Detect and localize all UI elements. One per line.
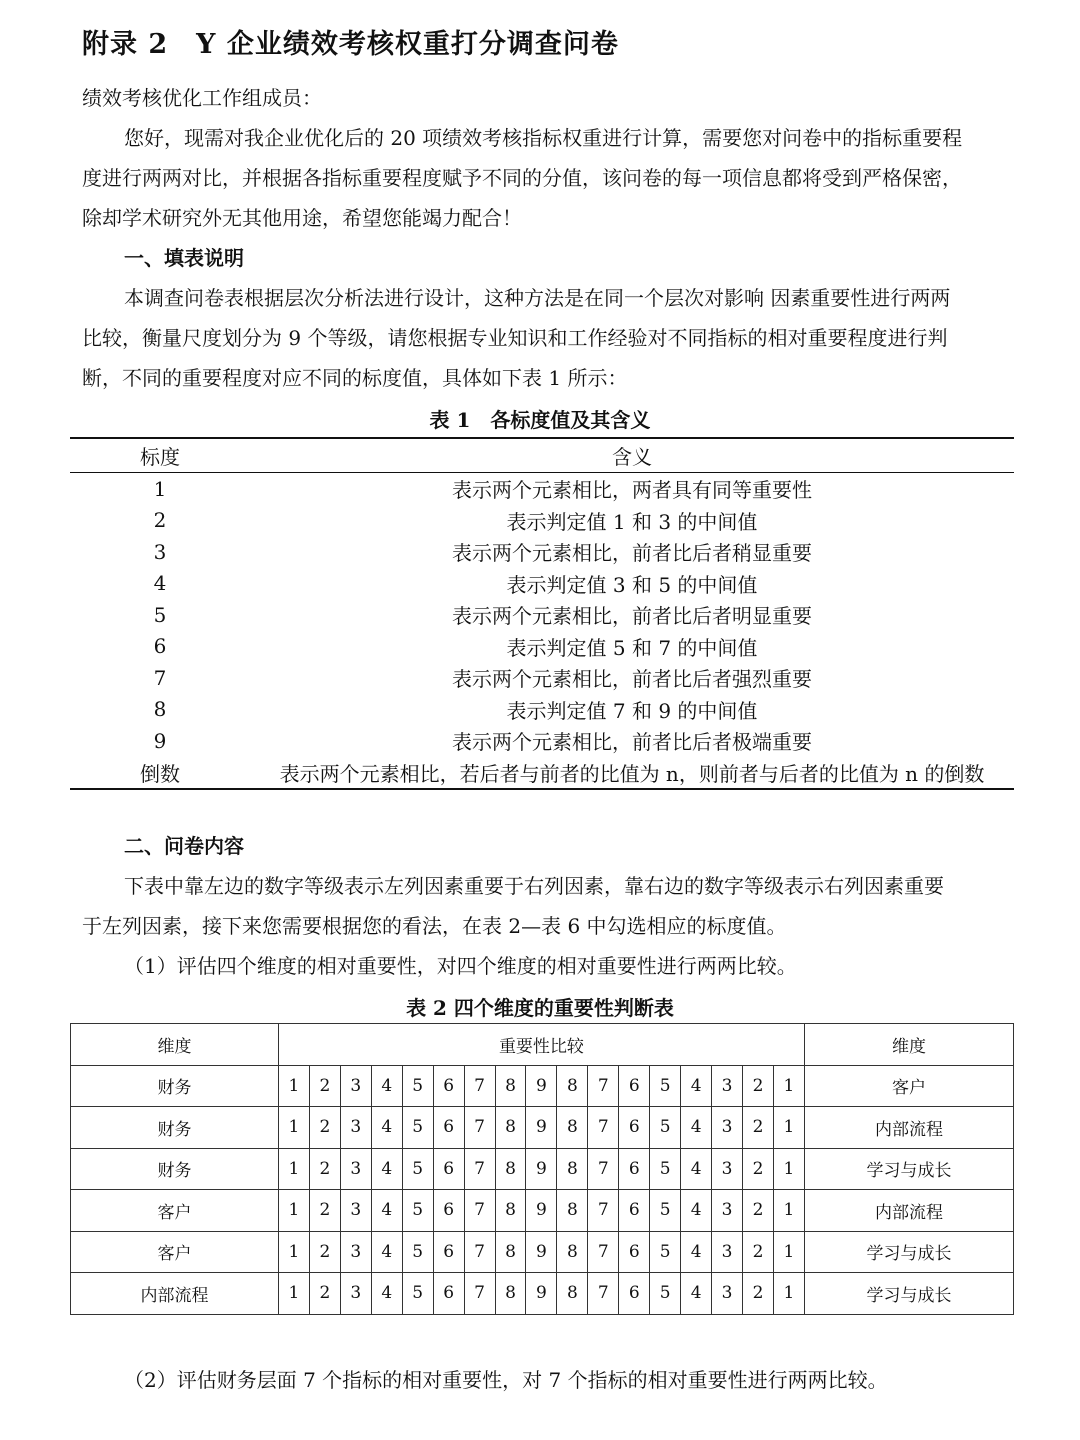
table-row — [70, 599, 1014, 631]
scale-option-cell[interactable]: 4 — [371, 1190, 402, 1232]
column-header-scale: 标度 — [70, 438, 250, 473]
scale-option-cell[interactable]: 2 — [743, 1107, 774, 1149]
scale-option-cell[interactable]: 6 — [619, 1190, 650, 1232]
scale-option-cell[interactable]: 7 — [464, 1148, 495, 1190]
scale-option-cell[interactable]: 4 — [371, 1065, 402, 1107]
scale-option-cell[interactable]: 3 — [712, 1231, 743, 1273]
meaning-cell: 表示两个元素相比，前者比后者稍显重要 — [452, 541, 812, 566]
scale-option-cell[interactable]: 3 — [340, 1273, 371, 1315]
table-header-row — [71, 1024, 1014, 1066]
scale-option-cell[interactable]: 9 — [526, 1273, 557, 1315]
dimension-comparison-table — [70, 1023, 1014, 1315]
left-dimension-cell: 财务 — [71, 1065, 279, 1107]
scale-option-cell[interactable]: 8 — [557, 1065, 588, 1107]
scale-option-cell[interactable]: 7 — [464, 1190, 495, 1232]
scale-option-cell[interactable]: 4 — [681, 1065, 712, 1107]
scale-option-cell[interactable]: 2 — [743, 1148, 774, 1190]
meaning-cell: 表示判定值 5 和 7 的中间值 — [506, 635, 758, 660]
table2-caption: 表 2 四个维度的重要性判断表 — [406, 996, 674, 1020]
table-row — [70, 473, 1014, 505]
meaning-cell: 表示两个元素相比，前者比后者强烈重要 — [452, 667, 812, 692]
scale-option-cell[interactable]: 4 — [371, 1148, 402, 1190]
scale-option-cell[interactable]: 5 — [402, 1065, 433, 1107]
table-row — [71, 1148, 1014, 1190]
scale-option-cell[interactable]: 5 — [402, 1190, 433, 1232]
scale-option-cell[interactable]: 1 — [278, 1148, 309, 1190]
scale-option-cell[interactable]: 3 — [712, 1148, 743, 1190]
meaning-cell: 表示两个元素相比，两者具有同等重要性 — [452, 478, 812, 503]
table-row — [70, 725, 1014, 757]
scale-option-cell[interactable]: 1 — [773, 1065, 804, 1107]
section2-item-2: （2）评估财务层面 7 个指标的相对重要性，对 7 个指标的相对重要性进行两两比较。 — [124, 1368, 888, 1392]
section1-line-1: 本调查问卷表根据层次分析法进行设计，这种方法是在同一个层次对影响 因素重要性进行两两 — [124, 286, 951, 310]
scale-option-cell[interactable]: 6 — [619, 1107, 650, 1149]
scale-option-cell[interactable]: 7 — [464, 1065, 495, 1107]
table-row — [70, 694, 1014, 726]
intro-line-2: 度进行两两对比，并根据各指标重要程度赋予不同的分值，该问卷的每一项信息都将受到严格保密， — [82, 166, 962, 190]
scale-option-cell[interactable]: 9 — [526, 1107, 557, 1149]
scale-option-cell[interactable]: 2 — [309, 1273, 340, 1315]
scale-option-cell[interactable]: 3 — [340, 1148, 371, 1190]
scale-option-cell[interactable]: 5 — [650, 1190, 681, 1232]
right-dimension-cell: 学习与成长 — [804, 1231, 1013, 1273]
scale-option-cell[interactable]: 6 — [619, 1231, 650, 1273]
column-header-meaning: 含义 — [250, 438, 1014, 473]
table-header-row — [70, 438, 1014, 473]
left-dimension-cell: 客户 — [71, 1190, 279, 1232]
column-header-left-dimension: 维度 — [71, 1024, 279, 1066]
scale-option-cell[interactable]: 1 — [773, 1107, 804, 1149]
section2-line-1: 下表中靠左边的数字等级表示左列因素重要于右列因素，靠右边的数字等级表示右列因素重要 — [124, 874, 944, 898]
scale-option-cell[interactable]: 2 — [743, 1231, 774, 1273]
table-row — [70, 505, 1014, 537]
scale-option-cell[interactable]: 8 — [557, 1190, 588, 1232]
left-dimension-cell: 内部流程 — [71, 1273, 279, 1315]
section1-heading: 一、填表说明 — [124, 246, 244, 270]
scale-option-cell[interactable]: 5 — [650, 1273, 681, 1315]
right-dimension-cell: 内部流程 — [804, 1190, 1013, 1232]
meaning-cell: 表示判定值 1 和 3 的中间值 — [506, 509, 758, 534]
scale-option-cell[interactable]: 3 — [340, 1107, 371, 1149]
scale-option-cell[interactable]: 7 — [464, 1273, 495, 1315]
scale-option-cell[interactable]: 2 — [309, 1107, 340, 1149]
scale-option-cell[interactable]: 7 — [464, 1107, 495, 1149]
scale-option-cell[interactable]: 2 — [743, 1065, 774, 1107]
scale-option-cell[interactable]: 1 — [773, 1148, 804, 1190]
scale-option-cell[interactable]: 8 — [495, 1065, 526, 1107]
scale-option-cell[interactable]: 7 — [588, 1065, 619, 1107]
scale-option-cell[interactable]: 3 — [340, 1231, 371, 1273]
scale-option-cell[interactable]: 2 — [309, 1190, 340, 1232]
scale-option-cell[interactable]: 5 — [650, 1231, 681, 1273]
table-row — [71, 1231, 1014, 1273]
scale-option-cell[interactable]: 6 — [433, 1231, 464, 1273]
scale-option-cell[interactable]: 6 — [433, 1065, 464, 1107]
scale-option-cell[interactable]: 4 — [681, 1148, 712, 1190]
scale-option-cell[interactable]: 5 — [650, 1065, 681, 1107]
scale-option-cell[interactable]: 5 — [650, 1107, 681, 1149]
scale-option-cell[interactable]: 3 — [340, 1065, 371, 1107]
scale-option-cell[interactable]: 1 — [278, 1190, 309, 1232]
scale-option-cell[interactable]: 3 — [712, 1107, 743, 1149]
scale-option-cell[interactable]: 3 — [712, 1065, 743, 1107]
scale-option-cell[interactable]: 2 — [309, 1148, 340, 1190]
scale-value-cell: 2 — [153, 508, 167, 533]
scale-option-cell[interactable]: 1 — [773, 1190, 804, 1232]
scale-option-cell[interactable]: 7 — [588, 1231, 619, 1273]
scale-option-cell[interactable]: 5 — [402, 1107, 433, 1149]
scale-option-cell[interactable]: 9 — [526, 1231, 557, 1273]
scale-option-cell[interactable]: 5 — [402, 1273, 433, 1315]
scale-value-cell: 6 — [153, 634, 167, 659]
scale-option-cell[interactable]: 8 — [495, 1148, 526, 1190]
meaning-cell: 表示两个元素相比，前者比后者明显重要 — [452, 604, 812, 629]
column-header-comparison: 重要性比较 — [278, 1024, 804, 1066]
scale-option-cell[interactable]: 4 — [681, 1273, 712, 1315]
scale-option-cell[interactable]: 7 — [588, 1273, 619, 1315]
scale-option-cell[interactable]: 5 — [402, 1148, 433, 1190]
right-dimension-cell: 学习与成长 — [804, 1148, 1013, 1190]
scale-option-cell[interactable]: 8 — [557, 1148, 588, 1190]
scale-option-cell[interactable]: 1 — [278, 1107, 309, 1149]
scale-option-cell[interactable]: 8 — [557, 1231, 588, 1273]
meaning-cell: 表示判定值 3 和 5 的中间值 — [506, 572, 758, 597]
scale-option-cell[interactable]: 4 — [681, 1107, 712, 1149]
right-dimension-cell: 学习与成长 — [804, 1273, 1013, 1315]
scale-option-cell[interactable]: 1 — [773, 1231, 804, 1273]
scale-option-cell[interactable]: 3 — [712, 1190, 743, 1232]
scale-value-cell: 3 — [153, 539, 167, 564]
right-dimension-cell: 客户 — [804, 1065, 1013, 1107]
scale-option-cell[interactable]: 4 — [371, 1273, 402, 1315]
section2-heading: 二、问卷内容 — [124, 834, 244, 858]
scale-option-cell[interactable]: 7 — [464, 1231, 495, 1273]
scale-option-cell[interactable]: 8 — [495, 1231, 526, 1273]
scale-option-cell[interactable]: 6 — [433, 1148, 464, 1190]
scale-value-cell: 5 — [153, 602, 167, 627]
table-row — [71, 1065, 1014, 1107]
table-row — [71, 1107, 1014, 1149]
scale-option-cell[interactable]: 4 — [371, 1231, 402, 1273]
scale-option-cell[interactable]: 6 — [433, 1190, 464, 1232]
scale-option-cell[interactable]: 1 — [278, 1065, 309, 1107]
scale-option-cell[interactable]: 5 — [402, 1231, 433, 1273]
meaning-cell: 表示两个元素相比，前者比后者极端重要 — [452, 730, 812, 755]
scale-option-cell[interactable]: 7 — [588, 1107, 619, 1149]
greeting: 绩效考核优化工作组成员： — [82, 86, 322, 110]
scale-option-cell[interactable]: 7 — [588, 1148, 619, 1190]
scale-option-cell[interactable]: 7 — [588, 1190, 619, 1232]
scale-option-cell[interactable]: 1 — [278, 1273, 309, 1315]
scale-option-cell[interactable]: 6 — [619, 1065, 650, 1107]
column-header-right-dimension: 维度 — [804, 1024, 1013, 1066]
table-row — [71, 1190, 1014, 1232]
scale-option-cell[interactable]: 2 — [309, 1065, 340, 1107]
scale-option-cell[interactable]: 2 — [309, 1231, 340, 1273]
scale-option-cell[interactable]: 8 — [495, 1190, 526, 1232]
table-row — [71, 1273, 1014, 1315]
scale-option-cell[interactable]: 2 — [743, 1190, 774, 1232]
scale-value-cell: 4 — [153, 571, 167, 596]
scale-option-cell[interactable]: 9 — [526, 1065, 557, 1107]
scale-option-cell[interactable]: 4 — [371, 1107, 402, 1149]
scale-option-cell[interactable]: 6 — [619, 1273, 650, 1315]
scale-option-cell[interactable]: 6 — [433, 1107, 464, 1149]
scale-option-cell[interactable]: 3 — [712, 1273, 743, 1315]
scale-option-cell[interactable]: 2 — [743, 1273, 774, 1315]
scale-definition-table — [70, 437, 1014, 790]
section2-item-1: （1）评估四个维度的相对重要性，对四个维度的相对重要性进行两两比较。 — [124, 954, 797, 978]
scale-option-cell[interactable]: 8 — [557, 1107, 588, 1149]
scale-option-cell[interactable]: 9 — [526, 1148, 557, 1190]
left-dimension-cell: 财务 — [71, 1148, 279, 1190]
scale-option-cell[interactable]: 1 — [773, 1273, 804, 1315]
intro-line-3: 除却学术研究外无其他用途，希望您能竭力配合！ — [82, 206, 522, 230]
intro-line-1: 您好，现需对我企业优化后的 20 项绩效考核指标权重进行计算，需要您对问卷中的指标重要程 — [124, 126, 963, 150]
scale-value-cell: 8 — [153, 697, 167, 722]
table-row — [70, 568, 1014, 600]
table1-caption: 表 1 各标度值及其含义 — [429, 408, 651, 432]
meaning-cell: 表示两个元素相比，若后者与前者的比值为 n，则前者与后者的比值为 n 的倒数 — [279, 761, 985, 786]
right-dimension-cell: 内部流程 — [804, 1107, 1013, 1149]
table-row — [70, 631, 1014, 663]
scale-option-cell[interactable]: 4 — [681, 1231, 712, 1273]
section1-line-2: 比较，衡量尺度划分为 9 个等级，请您根据专业知识和工作经验对不同指标的相对重要程度进行判 — [82, 326, 948, 350]
scale-value-cell: 1 — [153, 476, 167, 501]
scale-option-cell[interactable]: 8 — [495, 1107, 526, 1149]
left-dimension-cell: 财务 — [71, 1107, 279, 1149]
scale-option-cell[interactable]: 5 — [650, 1148, 681, 1190]
table-row — [70, 536, 1014, 568]
scale-value-cell: 倒数 — [140, 761, 180, 786]
scale-option-cell[interactable]: 3 — [340, 1190, 371, 1232]
table-row — [70, 662, 1014, 694]
left-dimension-cell: 客户 — [71, 1231, 279, 1273]
scale-option-cell[interactable]: 6 — [619, 1148, 650, 1190]
scale-value-cell: 7 — [153, 665, 167, 690]
scale-option-cell[interactable]: 8 — [557, 1273, 588, 1315]
scale-option-cell[interactable]: 9 — [526, 1190, 557, 1232]
meaning-cell: 表示判定值 7 和 9 的中间值 — [506, 698, 758, 723]
scale-option-cell[interactable]: 6 — [433, 1273, 464, 1315]
section2-line-2: 于左列因素，接下来您需要根据您的看法，在表 2—表 6 中勾选相应的标度值。 — [82, 914, 787, 938]
table-row — [70, 757, 1014, 790]
scale-option-cell[interactable]: 4 — [681, 1190, 712, 1232]
section1-line-3: 断，不同的重要程度对应不同的标度值，具体如下表 1 所示： — [82, 366, 628, 390]
page-title: 附录 2 Y 企业绩效考核权重打分调查问卷 — [82, 29, 619, 60]
scale-value-cell: 9 — [153, 728, 167, 753]
scale-option-cell[interactable]: 1 — [278, 1231, 309, 1273]
scale-option-cell[interactable]: 8 — [495, 1273, 526, 1315]
